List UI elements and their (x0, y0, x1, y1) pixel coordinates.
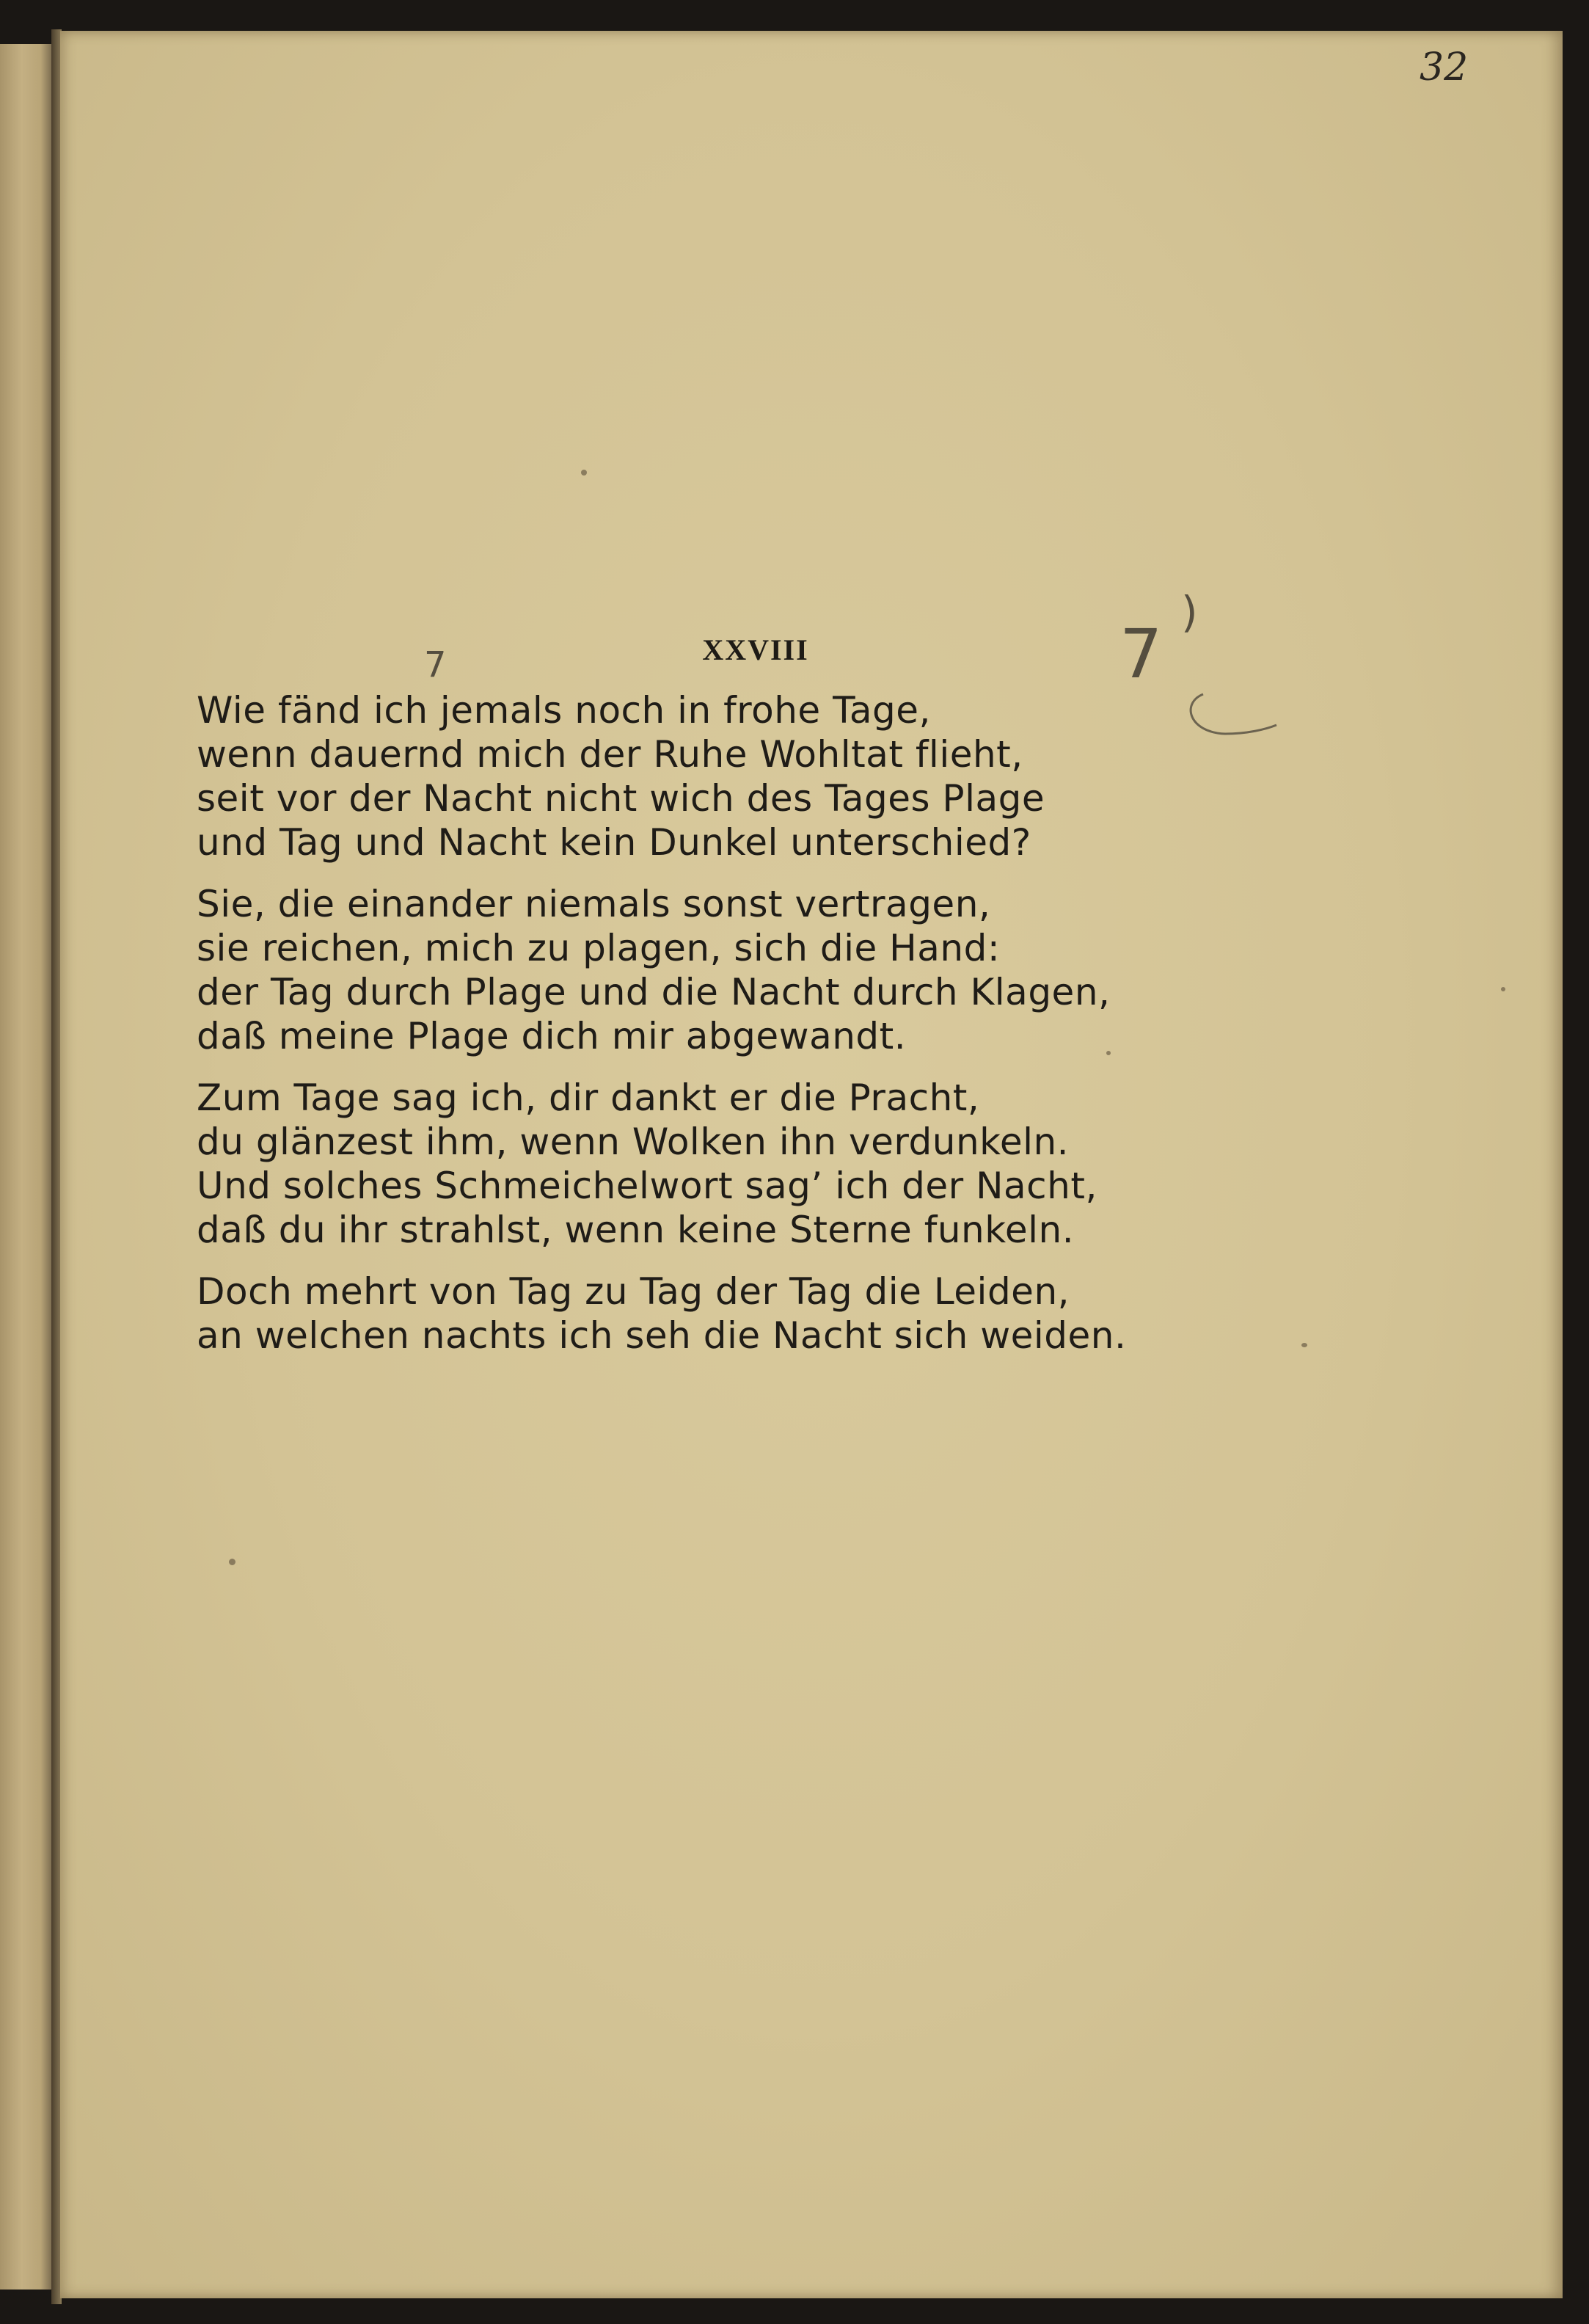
poem-line: der Tag durch Plage und die Nacht durch Klagen, (197, 971, 1111, 1013)
paper-speck (581, 470, 587, 476)
poem-line: Sie, die einander niemals sonst vertragen, (197, 883, 991, 925)
poem-line: Zum Tage sag ich, dir dankt er die Pracht, (197, 1077, 980, 1119)
pencil-mark-parenthesis: ) (1181, 587, 1198, 637)
poem-line: daß meine Plage dich mir abgewandt. (197, 1015, 907, 1057)
poem-line: du glänzest ihm, wenn Wolken ihn verdunkeln. (197, 1121, 1070, 1163)
poem-line: sie reichen, mich zu plagen, sich die Hand: (197, 927, 1001, 969)
stanza-1 (197, 688, 1341, 864)
poem-line: an welchen nachts ich seh die Nacht sich weiden. (197, 1314, 1127, 1357)
poem-line: Und solches Schmeichelwort sag’ ich der Nacht, (197, 1165, 1097, 1207)
stanza-3 (197, 1076, 1341, 1252)
handwritten-page-number: 32 (1420, 45, 1469, 90)
poem-line: wenn dauernd mich der Ruhe Wohltat flieht, (197, 733, 1023, 776)
paper-speck (229, 1559, 235, 1565)
poem-body (197, 688, 1341, 1375)
poem-line: seit vor der Nacht nicht wich des Tages Plage (197, 777, 1045, 820)
stanza-2 (197, 882, 1341, 1058)
poem-line: Wie fänd ich jemals noch in frohe Tage, (197, 689, 931, 732)
paper-speck (1106, 1051, 1111, 1055)
paper-speck (1501, 987, 1505, 991)
poem-line: Doch mehrt von Tag zu Tag der Tag die Leiden, (197, 1270, 1070, 1313)
stanza-4 (197, 1270, 1341, 1358)
chapter-heading: XXVIII (702, 633, 809, 666)
poem-line: und Tag und Nacht kein Dunkel unterschied? (197, 821, 1031, 864)
pencil-mark-left: 7 (424, 644, 447, 685)
pencil-mark-right: 7 (1119, 615, 1163, 693)
paper-speck (1301, 1343, 1307, 1347)
poem-line: daß du ihr strahlst, wenn keine Sterne funkeln. (197, 1209, 1075, 1251)
previous-page-edge (0, 44, 54, 2290)
